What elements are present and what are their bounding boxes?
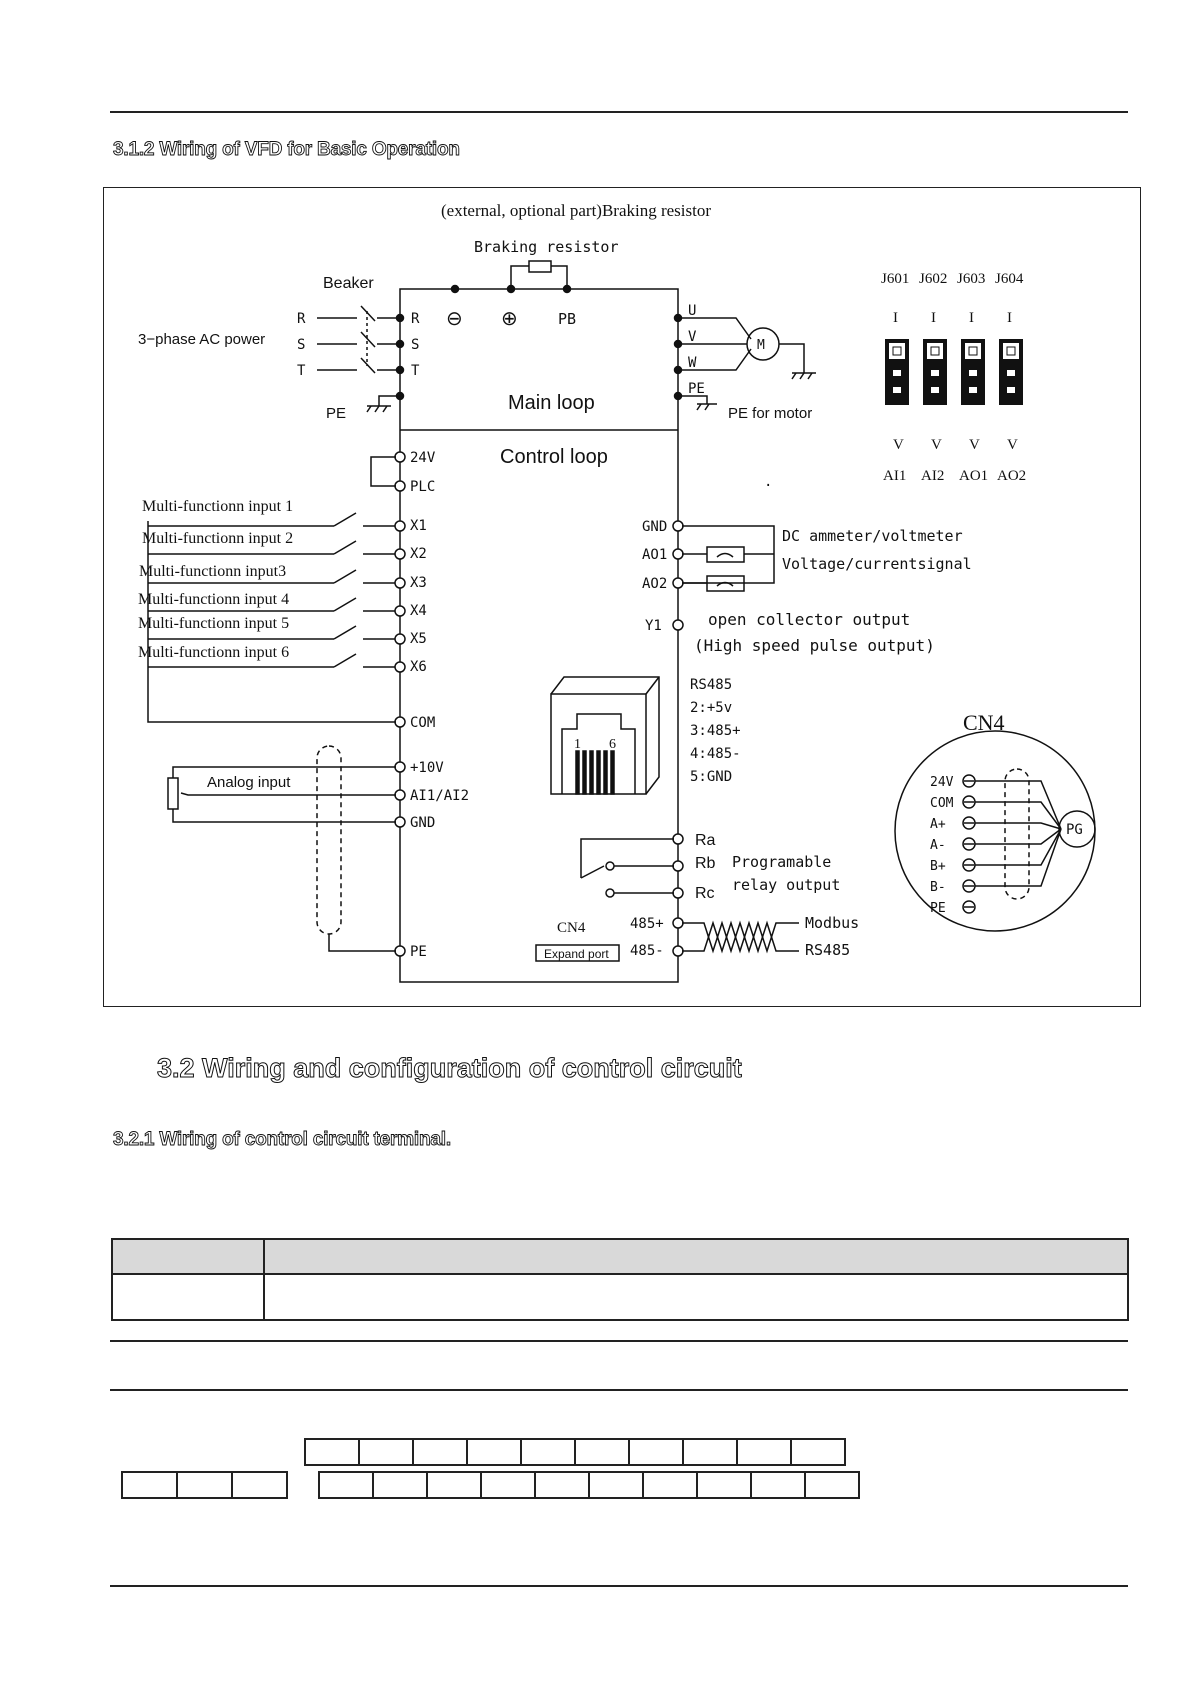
terminal-node [673,521,683,531]
modbus-label-1: Modbus [805,914,860,932]
cn4-wire [975,829,1061,844]
jumper-pin [969,370,977,376]
jumper-signal-ai2: AI2 [921,468,945,484]
phase-r: R [297,311,306,327]
ground-symbol [808,373,812,379]
terminal-s: S [411,337,420,353]
jumper-pin [1007,370,1015,376]
meter-needle [717,554,733,558]
terminal-slot [790,1438,846,1466]
ground-symbol [697,404,701,410]
cn4-pin-a-plus: A+ [930,817,946,832]
pg-label: PG [1066,822,1083,838]
terminal-slot [520,1438,576,1466]
diagram-caption: (external, optional part)Braking resistor [441,201,712,220]
jumper-label-j601: J601 [881,271,910,287]
wiring-diagram-svg [104,188,1140,1006]
relay-rb: Rb [695,855,716,872]
twisted-pair [682,923,799,951]
open-collector-1: open collector output [708,610,911,629]
meter-label-1: DC ammeter/voltmeter [782,527,963,545]
control-loop-label: Control loop [500,446,608,468]
ground-symbol [800,373,804,379]
ground-symbol [367,406,371,412]
table-cell [264,1274,1128,1320]
power-label: 3−phase AC power [138,331,266,348]
motor-ground-wire [779,344,804,373]
terminal-node [673,549,683,559]
relay-ra: Ra [695,832,716,849]
table-rule [110,1389,1128,1391]
rj45-pin-1: 1 [574,737,581,752]
dc-plus: ⊕ [501,308,518,330]
jumper-signal-ao1: AO1 [959,468,989,484]
jumper-pin [969,347,977,355]
terminal-w: W [688,355,697,371]
modbus-label-2: RS485 [805,941,851,959]
jumper-pin [893,370,901,376]
jumper-pin [893,347,901,355]
cn4-shield [1005,769,1029,899]
relay-wire [581,839,674,878]
main-loop-label: Main loop [508,392,595,414]
terminal-block-left [123,1471,288,1499]
rj45-connector [551,677,659,794]
jumper-pin [1007,387,1015,393]
terminal-485-plus: 485+ [630,916,664,932]
input-switch [334,626,356,639]
terminal-slot [642,1471,698,1499]
terminal-block-bottom [320,1471,860,1499]
table-header-cell [112,1239,264,1274]
terminal-ao1: AO1 [642,547,668,563]
terminal-slot [358,1438,414,1466]
terminal-node [395,606,405,616]
jumper-pin [931,347,939,355]
dc-minus: ⊖ [446,308,463,330]
cn4-pin-24v: 24V [930,775,954,790]
terminal-ai: AI1/AI2 [410,788,470,804]
terminal-slot [304,1438,360,1466]
jumper-block [881,271,1026,484]
terminal-node [395,946,405,956]
input-dot [397,315,404,322]
terminal-node [673,888,683,898]
terminal-slot [750,1471,806,1499]
relay-label-2: relay output [732,876,841,894]
open-collector-2: (High speed pulse output) [694,636,935,655]
terminal-node [395,817,405,827]
terminal-x6: X6 [410,659,427,675]
terminal-node [673,861,683,871]
rj45-pin-6: 6 [609,737,616,752]
table-header-cell [264,1239,1128,1274]
expand-port-label: Expand port [544,947,609,961]
terminal-pe-bottom: PE [410,944,427,960]
input-label-4: Multi-functionn input 4 [138,591,290,608]
cn4-wire [975,829,1061,886]
section-heading-3-2-1: 3.2.1 Wiring of control circuit terminal. [113,1129,451,1150]
terminal-node [673,946,683,956]
plc-link [371,457,396,486]
terminal-t: T [411,363,420,379]
braking-resistor-symbol [529,261,551,272]
relay-node [606,862,614,870]
footer-rule [110,1585,1128,1587]
rs485-line-1: 2:+5v [690,700,733,716]
terminal-slot [804,1471,860,1499]
ground-symbol [792,373,796,379]
jumper-v-label: V [1007,437,1018,453]
rs485-line-0: RS485 [690,677,733,693]
terminal-slot [480,1471,536,1499]
terminal-table [111,1238,1129,1321]
input-label-2: Multi-functionn input 2 [142,530,294,547]
rs485-line-4: 5:GND [690,769,733,785]
jumper-i-label: I [1007,310,1012,326]
jumper-signal-ao2: AO2 [997,468,1027,484]
terminal-24v: 24V [410,450,436,466]
shield-ground [329,934,396,951]
terminal-v: V [688,329,697,345]
terminal-u: U [688,303,697,319]
left-terminals [148,452,405,956]
cn4-title: CN4 [963,710,1005,735]
jumper-i-label: I [931,310,936,326]
terminal-slot [318,1471,374,1499]
jumper-label-j603: J603 [957,271,986,287]
terminal-node [395,717,405,727]
cn4-wire [975,781,1061,829]
jumper-i-label: I [893,310,898,326]
terminal-slot [534,1471,590,1499]
cn4-wire [975,829,1061,865]
header-rule [110,111,1128,113]
terminal-x2: X2 [410,546,427,562]
terminal-node [395,634,405,644]
cn4-pin-b-minus: B- [930,880,946,895]
relay-label-1: Programable [732,853,832,871]
terminal-slot [121,1471,178,1499]
terminal-node [395,481,405,491]
terminal-485-minus: 485- [630,943,664,959]
cn4-pin-pe: PE [930,901,946,916]
terminal-node [673,834,683,844]
terminal-x3: X3 [410,575,427,591]
jumper-v-label: V [931,437,942,453]
terminal-slot [426,1471,482,1499]
breaker-blade [361,332,375,347]
terminal-node [673,578,683,588]
breaker-label: Beaker [323,275,374,292]
rs485-line-3: 4:485- [690,746,741,762]
table-rule [110,1340,1128,1342]
terminal-node [395,762,405,772]
terminal-gnd: GND [410,815,436,831]
jumper-i-label: I [969,310,974,326]
terminal-slot [231,1471,288,1499]
terminal-plc: PLC [410,479,436,495]
jumper-pin [931,387,939,393]
phase-s: S [297,337,306,353]
terminal-slot [628,1438,684,1466]
motor-label: M [757,338,765,353]
terminal-block-top [306,1438,846,1466]
meter-symbol [707,547,744,562]
relay-contact [581,866,604,878]
terminal-slot [682,1438,738,1466]
cn4-pins [963,775,1061,913]
jumper-v-label: V [893,437,904,453]
cn4-pin-a-minus: A- [930,838,946,853]
terminal-y1: Y1 [645,618,662,634]
twisted-pair [682,923,799,951]
cn4-circle [895,731,1095,931]
terminal-node [395,790,405,800]
terminal-slot [736,1438,792,1466]
jumper-pin [969,387,977,393]
dot-mark: . [764,474,773,490]
jumper-pin [893,387,901,393]
input-switch [334,541,356,554]
terminal-node [395,578,405,588]
terminal-slot [574,1438,630,1466]
cn4-small-label: CN4 [557,920,586,936]
input-switch [334,570,356,583]
relay-rc: Rc [695,885,715,902]
terminal-slot [588,1471,644,1499]
breaker-blade [361,306,375,321]
jumper-pin [1007,347,1015,355]
table-row [112,1274,1128,1320]
section-heading-3-1-2: 3.1.2 Wiring of VFD for Basic Operation [113,139,460,160]
ground-symbol [375,406,379,412]
section-heading-3-2: 3.2 Wiring and configuration of control circuit [157,1053,742,1083]
terminal-10v: +10V [410,760,444,776]
pot-wiper [181,793,396,795]
cn4-wire [975,823,1061,829]
pe-motor-wire [678,396,707,404]
input-switch [334,513,356,526]
meter-label-2: Voltage/currentsignal [782,555,972,573]
relay-node [606,889,614,897]
terminal-ao2: AO2 [642,576,668,592]
terminal-slot [412,1438,468,1466]
terminal-pe-motor: PE [688,381,705,397]
input-label-1: Multi-functionn input 1 [142,498,294,515]
terminal-slot [696,1471,752,1499]
jumper-label-j604: J604 [995,271,1024,287]
input-switch [334,598,356,611]
cn4-pin-b-plus: B+ [930,859,946,874]
jumper-pin [931,370,939,376]
pb-terminal: PB [558,310,577,328]
shield-cable [317,746,341,934]
terminal-node [673,918,683,928]
top-dot [564,286,571,293]
jumper-v-label: V [969,437,980,453]
terminal-node [395,521,405,531]
cn4-pin-com: COM [930,796,954,811]
terminal-slot [466,1438,522,1466]
input-label-6: Multi-functionn input 6 [138,644,290,661]
wiring-diagram [103,187,1141,1007]
terminal-node [395,549,405,559]
analog-input-label: Analog input [207,774,291,791]
jumper-label-j602: J602 [919,271,948,287]
terminal-x5: X5 [410,631,427,647]
ground-symbol [383,406,387,412]
terminal-node [673,620,683,630]
top-dot [452,286,459,293]
input-switch [334,654,356,667]
terminal-x1: X1 [410,518,427,534]
terminal-node [395,452,405,462]
input-label-3: Multi-functionn input3 [139,563,287,580]
terminal-slot [372,1471,428,1499]
ground-symbol [705,404,709,410]
braking-resistor-label: Braking resistor [474,238,619,256]
jumper-signal-ai1: AI1 [883,468,907,484]
pe-motor-label: PE for motor [728,405,813,422]
terminal-gnd-right: GND [642,519,668,535]
table-cell [112,1274,264,1320]
table-header-row [112,1239,1128,1274]
pot-wire [173,809,396,822]
input-dot [397,367,404,374]
breaker-blade [361,358,375,373]
terminal-slot [176,1471,233,1499]
braking-resistor-wire [511,266,529,289]
top-dot [508,286,515,293]
terminal-node [395,662,405,672]
rs485-line-2: 3:485+ [690,723,741,739]
terminal-x4: X4 [410,603,427,619]
input-label-5: Multi-functionn input 5 [138,615,290,632]
input-dot [397,341,404,348]
terminal-r: R [411,311,420,327]
phase-t: T [297,363,306,379]
potentiometer [168,778,178,809]
terminal-com: COM [410,715,436,731]
pe-left-label: PE [326,405,347,422]
